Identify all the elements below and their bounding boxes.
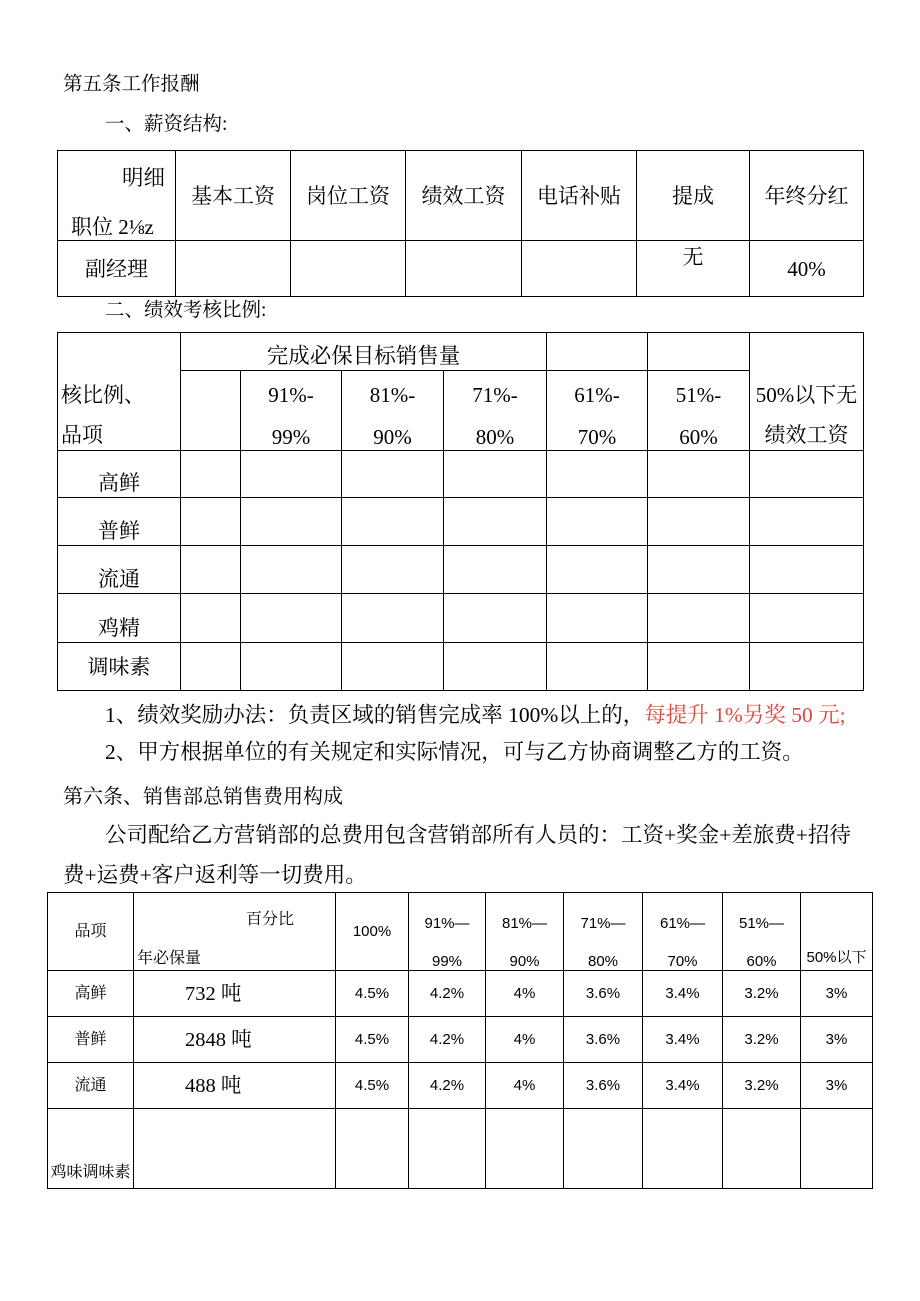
- product-cell: 高鲜: [58, 451, 181, 498]
- range-from: 61%-: [574, 382, 620, 407]
- score-cell: [750, 546, 864, 594]
- header-blank-cell: [648, 333, 750, 371]
- rate-cell: 4.2%: [409, 1017, 486, 1063]
- article6-title: 第六条、销售部总销售费用构成: [63, 786, 343, 808]
- corner-detail-label: 明细: [121, 165, 165, 190]
- range-header-cell: [547, 371, 648, 451]
- product-cell: 普鲜: [58, 498, 181, 546]
- score-cell: [342, 594, 444, 643]
- below-threshold-header-cell: [801, 893, 873, 971]
- score-cell: [547, 498, 648, 546]
- score-cell: [750, 594, 864, 643]
- rate-cell: 4.2%: [409, 971, 486, 1017]
- range-header: [241, 372, 341, 450]
- percent-quota-header-cell: [134, 893, 336, 971]
- product-cell: 高鲜: [48, 971, 134, 1017]
- table-row: [58, 546, 864, 594]
- range-from: 91%—: [424, 914, 470, 932]
- corner-product-label: 品项: [61, 422, 103, 447]
- score-cell: [181, 643, 241, 691]
- rate-cell: 4.5%: [336, 971, 409, 1017]
- rate-cell: 4%: [486, 1063, 564, 1109]
- score-cell: [648, 643, 750, 691]
- range-header-cell: [723, 893, 801, 971]
- rate-cell: 4%: [486, 971, 564, 1017]
- salary-adjust-rule: 2、甲方根据单位的有关规定和实际情况，可与乙方协商调整乙方的工资。: [105, 740, 804, 764]
- score-cell: [648, 451, 750, 498]
- score-cell: [241, 451, 342, 498]
- header-percent: 百分比: [246, 910, 295, 928]
- score-cell: [750, 643, 864, 691]
- range-to: 80%: [587, 952, 619, 970]
- table-header-row: [48, 893, 873, 971]
- score-cell: [547, 451, 648, 498]
- salary-structure-table: [57, 150, 864, 297]
- table-row: [48, 1109, 873, 1189]
- range-from: 51%-: [675, 382, 722, 407]
- range-header-cell: [648, 371, 750, 451]
- rate-cell: 3.6%: [564, 1063, 643, 1109]
- below-threshold-header-cell: [750, 333, 864, 451]
- table-row: [58, 643, 864, 691]
- range-header-cell: [342, 371, 444, 451]
- annual-quota-cell: [134, 1109, 336, 1189]
- score-cell: [241, 498, 342, 546]
- performance-ratio-table: [57, 332, 864, 691]
- table-row: [48, 971, 873, 1017]
- annual-quota-cell: 2848 吨: [134, 1017, 336, 1063]
- range-from: 91%-: [268, 382, 314, 407]
- range-from: 71%-: [472, 382, 518, 407]
- performance-ratio-heading: 二、绩效考核比例:: [105, 300, 267, 321]
- rate-cell: 3.2%: [723, 971, 801, 1017]
- reward-rule-text: 1、绩效奖励办法：负责区域的销售完成率 100%以上的，: [105, 703, 645, 727]
- below-threshold-header: [801, 894, 872, 970]
- article5-title: 第五条工作报酬: [63, 74, 200, 95]
- range-from: 81%—: [501, 914, 548, 932]
- reward-rule: [105, 701, 846, 729]
- header-performance-salary: 绩效工资: [406, 151, 522, 241]
- rate-cell: 3.6%: [564, 971, 643, 1017]
- header-phone-allowance: 电话补贴: [522, 151, 637, 241]
- table-row: [58, 451, 864, 498]
- basic-salary-cell: [176, 241, 291, 297]
- rate-cell: 3.6%: [564, 1017, 643, 1063]
- rate-cell: [643, 1109, 723, 1189]
- score-cell: [241, 594, 342, 643]
- rate-cell: 3%: [801, 1017, 873, 1063]
- score-cell: [241, 546, 342, 594]
- range-to: 60%: [746, 952, 777, 970]
- commission-cell: 无: [637, 241, 750, 297]
- table-header-row: [58, 151, 864, 241]
- score-cell: [342, 451, 444, 498]
- score-cell: [750, 451, 864, 498]
- range-header: [409, 894, 485, 970]
- target-sales-group-header: 完成必保目标销售量: [181, 333, 547, 371]
- range-header-cell: [486, 893, 564, 971]
- reward-rule-highlight: 每提升 1%另奖 50 元;: [644, 703, 846, 727]
- rate-cell: 3.4%: [643, 971, 723, 1017]
- table-row: [58, 241, 864, 297]
- rate-cell: 3.2%: [723, 1017, 801, 1063]
- range-to: 90%: [373, 424, 412, 449]
- range-header: [643, 894, 722, 970]
- corner-header: [58, 334, 180, 450]
- range-to: 99%: [431, 952, 463, 970]
- year-end-bonus-cell: 40%: [750, 241, 864, 297]
- score-cell: [444, 451, 547, 498]
- range-from: 81%-: [369, 382, 416, 407]
- phone-allowance-cell: [522, 241, 637, 297]
- rate-cell: [801, 1109, 873, 1189]
- table-row: [48, 1017, 873, 1063]
- range-header: [444, 372, 546, 450]
- range-from: 71%—: [580, 914, 626, 932]
- product-cell: 鸡味调味素: [48, 1109, 134, 1189]
- table-row: [58, 594, 864, 643]
- score-cell: [547, 594, 648, 643]
- header-full-rate: 100%: [336, 893, 409, 971]
- table-row: [48, 1063, 873, 1109]
- product-cell: 流通: [48, 1063, 134, 1109]
- range-header: [564, 894, 642, 970]
- rate-cell: [564, 1109, 643, 1189]
- rate-cell: 4.5%: [336, 1017, 409, 1063]
- rate-cell: [409, 1109, 486, 1189]
- rate-cell: [723, 1109, 801, 1189]
- rate-cell: 4.5%: [336, 1063, 409, 1109]
- salary-structure-heading: 一、薪资结构:: [105, 114, 228, 135]
- score-cell: [444, 643, 547, 691]
- header-year-end-bonus: 年终分红: [750, 151, 864, 241]
- no-performance-pay-label: 绩效工资: [764, 422, 849, 447]
- score-cell: [181, 451, 241, 498]
- article6-body-line: 费+运费+客户返利等一切费用。: [63, 863, 367, 887]
- product-cell: 普鲜: [48, 1017, 134, 1063]
- header-annual-quota: 年必保量: [137, 949, 202, 967]
- product-cell: 鸡精: [58, 594, 181, 643]
- corner-ratio-label: 核比例、: [61, 382, 145, 407]
- score-cell: [181, 594, 241, 643]
- rate-cell: [336, 1109, 409, 1189]
- rate-cell: 3.4%: [643, 1017, 723, 1063]
- score-cell: [547, 643, 648, 691]
- percent-quota-header: [134, 894, 335, 970]
- range-to: 90%: [509, 952, 540, 970]
- rate-cell: 3%: [801, 971, 873, 1017]
- below-threshold-header: [750, 334, 863, 450]
- performance-salary-cell: [406, 241, 522, 297]
- range-header-cell: [564, 893, 643, 971]
- corner-header-cell: [58, 333, 181, 451]
- header-blank-cell: [547, 333, 648, 371]
- range-header-cell: [409, 893, 486, 971]
- range-to: 70%: [577, 424, 617, 449]
- rate-cell: 3%: [801, 1063, 873, 1109]
- below-threshold-label: 50%以下: [806, 948, 867, 966]
- score-cell: [181, 498, 241, 546]
- score-cell: [241, 643, 342, 691]
- rate-cell: [486, 1109, 564, 1189]
- range-to: 99%: [271, 424, 311, 449]
- score-cell: [648, 498, 750, 546]
- range-header: [342, 372, 443, 450]
- score-cell: [444, 594, 547, 643]
- range-header: [547, 372, 647, 450]
- score-cell: [342, 643, 444, 691]
- annual-quota-cell: 732 吨: [134, 971, 336, 1017]
- below-threshold-label: 50%以下无: [755, 382, 858, 407]
- sales-cost-table: [47, 892, 873, 1189]
- score-cell: [342, 498, 444, 546]
- position-cell: 副经理: [58, 241, 176, 297]
- annual-quota-cell: 488 吨: [134, 1063, 336, 1109]
- range-header: [648, 372, 749, 450]
- score-cell: [181, 546, 241, 594]
- score-cell: [547, 546, 648, 594]
- score-cell: [444, 498, 547, 546]
- range-to: 70%: [667, 952, 698, 970]
- range-from: 51%—: [738, 914, 785, 932]
- product-cell: 调味素: [58, 643, 181, 691]
- header-blank-cell: [181, 371, 241, 451]
- score-cell: [750, 498, 864, 546]
- table-row: [58, 498, 864, 546]
- range-header: [486, 894, 563, 970]
- article6-body-line: 公司配给乙方营销部的总费用包含营销部所有人员的：工资+奖金+差旅费+招待: [105, 823, 851, 847]
- range-header-cell: [444, 371, 547, 451]
- range-to: 60%: [679, 424, 718, 449]
- product-cell: 流通: [58, 546, 181, 594]
- range-header-cell: [241, 371, 342, 451]
- range-header: [723, 894, 800, 970]
- rate-cell: 4%: [486, 1017, 564, 1063]
- range-to: 80%: [475, 424, 515, 449]
- corner-header: [58, 152, 175, 240]
- range-from: 61%—: [659, 914, 706, 932]
- corner-header-cell: [58, 151, 176, 241]
- score-cell: [648, 594, 750, 643]
- rate-cell: 3.4%: [643, 1063, 723, 1109]
- post-salary-cell: [291, 241, 406, 297]
- score-cell: [342, 546, 444, 594]
- rate-cell: 4.2%: [409, 1063, 486, 1109]
- corner-position-label: 职位 2⅛z: [71, 214, 154, 239]
- range-header-cell: [643, 893, 723, 971]
- header-commission: 提成: [637, 151, 750, 241]
- score-cell: [648, 546, 750, 594]
- rate-cell: 3.2%: [723, 1063, 801, 1109]
- score-cell: [444, 546, 547, 594]
- header-product: 品项: [48, 893, 134, 971]
- header-basic-salary: 基本工资: [176, 151, 291, 241]
- header-post-salary: 岗位工资: [291, 151, 406, 241]
- table-header-row: [58, 333, 864, 371]
